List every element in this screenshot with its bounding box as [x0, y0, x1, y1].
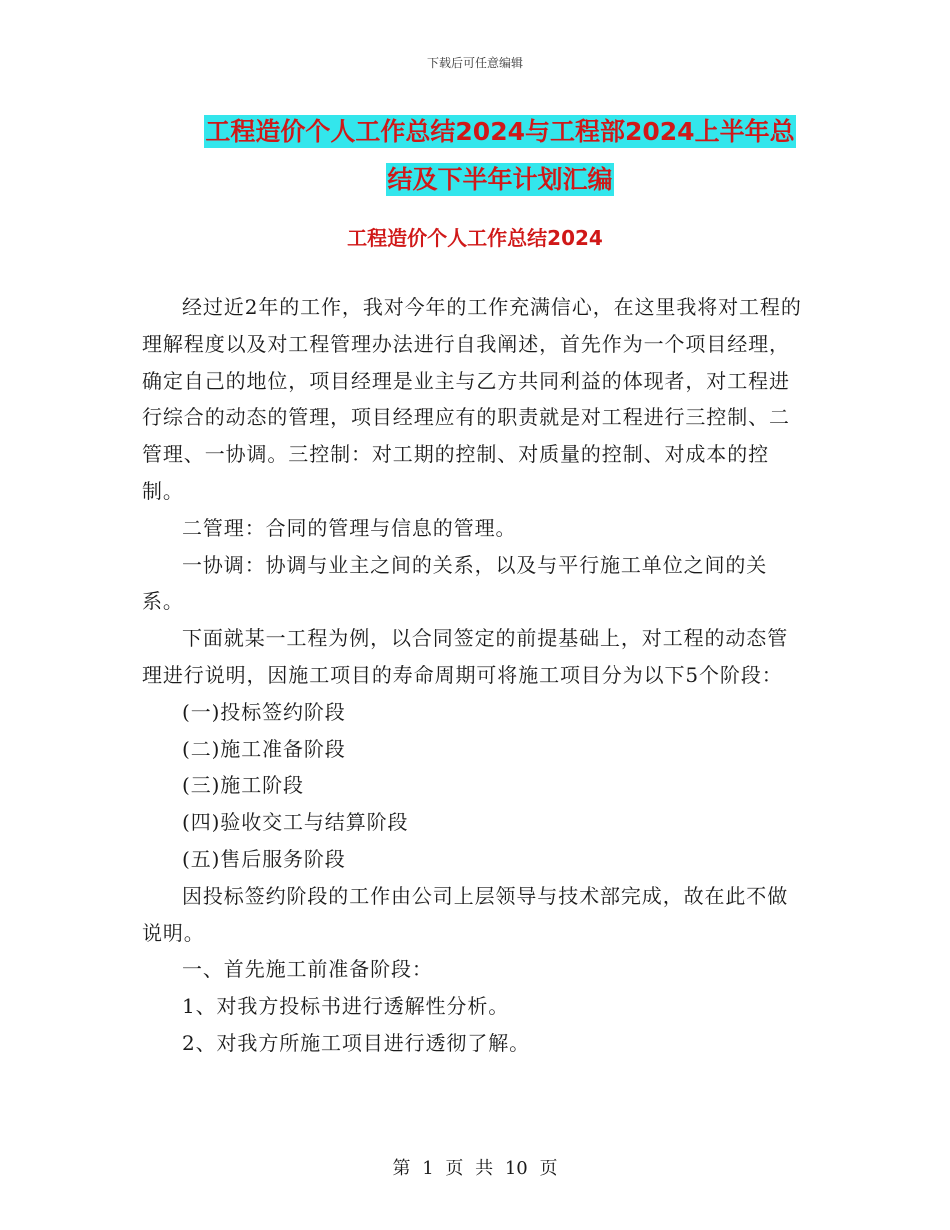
paragraph-bidding-note: 因投标签约阶段的工作由公司上层领导与技术部完成，故在此不做说明。	[142, 883, 789, 945]
list-item-stage-3: (三)施工阶段	[182, 773, 304, 798]
paragraph-coordination: 一协调：协调与业主之间的关系，以及与平行施工单位之间的关系。	[142, 552, 768, 614]
list-item-stage-2: (二)施工准备阶段	[182, 736, 346, 761]
paragraph-intro: 经过近2年的工作，我对今年的工作充满信心，在这里我将对工程的理解程度以及对工程管理办法进行自我阐述，首先作为一个项目经理，确定自己的地位，项目经理是业主与乙方共同利益的体现者，对工程进行综合的动态的管理，项目经理应有的职责就是对工程进行三控制、二管理、一协调。三控制：对工期的控制、对质量的控制、对成本的控制。	[142, 295, 802, 503]
heading-preparation-stage: 一、首先施工前准备阶段：	[182, 957, 433, 982]
paragraph-stages-intro: 下面就某一工程为例，以合同签定的前提基础上，对工程的动态管理进行说明，因施工项目的寿命周期可将施工项目分为以下5个阶段：	[142, 626, 789, 687]
list-item-stage-5: (五)售后服务阶段	[182, 846, 346, 871]
page-footer: 第 1 页 共 10 页	[392, 1158, 558, 1179]
list-item-prep-2: 2、对我方所施工项目进行透彻了解。	[182, 1030, 531, 1055]
document-title-line-1: 工程造价个人工作总结2024与工程部2024上半年总	[205, 117, 795, 146]
paragraph-management: 二管理：合同的管理与信息的管理。	[182, 515, 517, 540]
header-note: 下载后可任意编辑	[426, 56, 523, 70]
document-title-line-2: 结及下半年计划汇编	[387, 165, 613, 194]
list-item-stage-1: (一)投标签约阶段	[182, 699, 346, 724]
document-body	[142, 289, 804, 1062]
list-item-prep-1: 1、对我方投标书进行透解性分析。	[182, 994, 510, 1019]
section-title: 工程造价个人工作总结2024	[347, 226, 603, 250]
list-item-stage-4: (四)验收交工与结算阶段	[182, 810, 409, 835]
document-title	[170, 108, 830, 204]
